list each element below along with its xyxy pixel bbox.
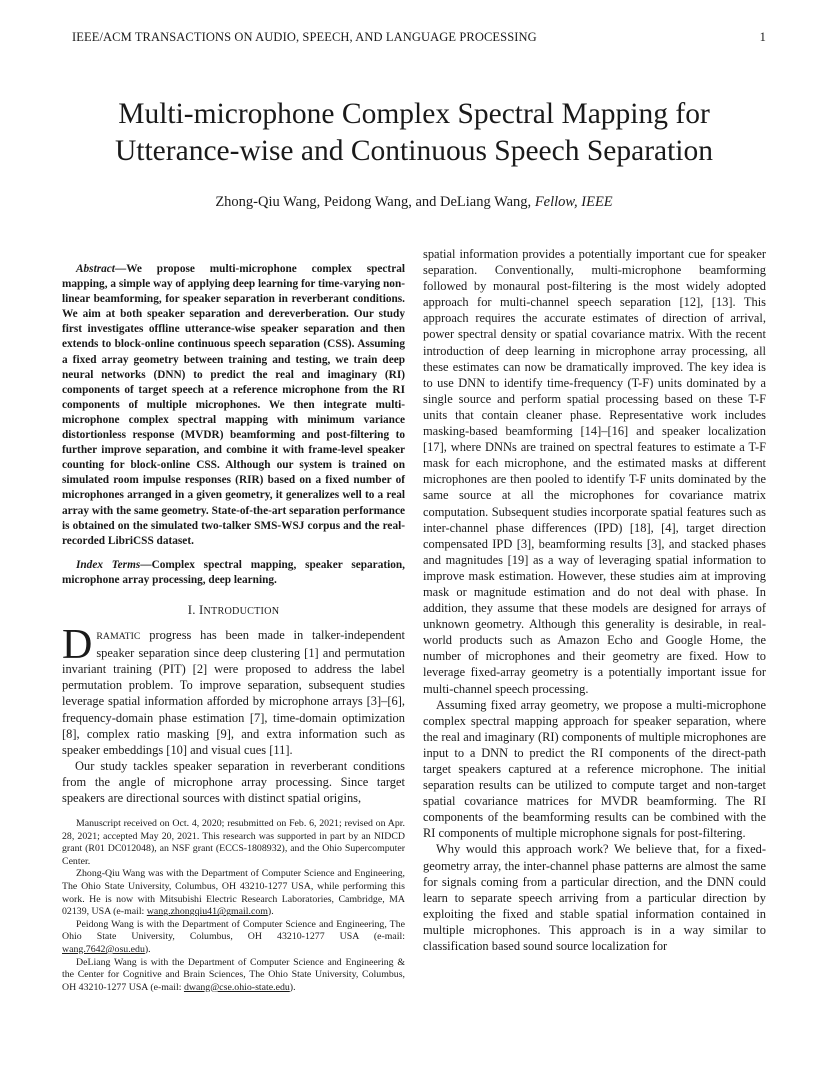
footnote-author-1-text: Zhong-Qiu Wang was with the Department of Computer Science and Engineering, The Ohio State University, Columbus, OH 43210-1277 USA, while performing this work. He is now with Mitsubishi Electric Research Laboratories, Cambridge, MA 02139, USA (e-mail:	[62, 868, 405, 918]
drop-cap: D	[62, 622, 93, 669]
running-header	[72, 30, 766, 48]
right-column	[423, 246, 766, 954]
email-link-2[interactable]: wang.7642@osu.edu	[62, 943, 145, 955]
section-title-rest: NTRODUCTION	[203, 605, 280, 617]
intro-p1-text: progress has been made in talker-independent speaker separation since deep clustering [1] and permutation invariant training (PIT) [2] were proposed to address the label permutation problem. To improve separation, subsequent studies leverage spatial information afforded by microphone arrays [3]–[6], frequency-domain phase estimation [7], time-domain optimization [8], complex ratio masking [9], and extra information such as speaker embeddings [10] and visual cues [11].	[62, 628, 405, 757]
right-paragraph-3: Why would this approach work? We believe that, for a fixed-geometry array, the inter-channel phase patterns are almost the same for signals coming from a particular direction, and the DNN could learn to separate speech arriving from a particular direction by exploiting the fixed and stable spatial information contained in multiple microphones. This approach is in a way similar to classification based sound source localization for	[423, 842, 766, 954]
author-fellow: Fellow, IEEE	[534, 194, 613, 210]
footnote-author-2	[62, 919, 405, 957]
author-names: Zhong-Qiu Wang, Peidong Wang, and DeLiang Wang,	[215, 194, 532, 210]
abstract	[62, 262, 405, 549]
email-link-3[interactable]: dwang@cse.ohio-state.edu	[183, 981, 290, 993]
footnotes	[62, 818, 405, 994]
intro-smallcaps: RAMATIC	[96, 631, 141, 643]
footnote-author-3-text: DeLiang Wang is with the Department of Computer Science and Engineering & the Center for Cognitive and Brain Sciences, The Ohio State University, Columbus, OH 43210-1277 USA (e-mail:	[62, 956, 405, 993]
title-line-1: Multi-microphone Complex Spectral Mapping for	[118, 98, 710, 130]
abstract-text: —We propose multi-microphone complex spectral mapping, a simple way of applying deep learning for time-varying non-linear beamforming, for speaker separation in reverberant conditions. We aim at both speaker separation and dereverberation. Our study first investigates offline utterance-wise speaker separation and then extends to block-online continuous speech separation (CSS). Assuming a fixed array geometry between training and testing, we train deep neural networks (DNN) to predict the real and imaginary (RI) components of target speech at a reference microphone from the RI components of multiple microphones. We then integrate multi-microphone complex spectral mapping with minimum variance distortionless response (MVDR) beamforming and post-filtering to further improve separation, and combine it with frame-level speaker counting for block-online CSS. Although our system is trained on simulated room impulse responses (RIR) based on a fixed number of microphones arranged in a given geometry, it generalizes well to a real array with the same geometry. State-of-the-art separation performance is obtained on the simulated two-talker SMS-WSJ corpus and the real-recorded LibriCSS dataset.	[62, 263, 405, 547]
page-number: 1	[759, 30, 766, 44]
author-line	[60, 194, 768, 211]
index-terms	[62, 558, 405, 588]
journal-name: IEEE/ACM TRANSACTIONS ON AUDIO, SPEECH, AND LANGUAGE PROCESSING	[72, 30, 537, 44]
footnote-author-3	[62, 957, 405, 995]
abstract-lead: Abstract	[76, 263, 115, 275]
paper-title	[60, 96, 768, 170]
index-terms-lead: Index Terms	[76, 558, 141, 571]
intro-paragraph-1	[62, 622, 405, 758]
right-paragraph-1: spatial information provides a potentially important cue for speaker separation. Conventionally, multi-microphone beamforming followed by monaural post-filtering is the most widely adopted approach for multi-channel speech separation [12], [13]. This approach requires the accurate estimates of direction of arrival, power spectral density or spatial covariance matrix. With the recent introduction of deep learning in microphone array processing, all these estimates can now be dramatically improved. The key idea is to use DNN to identify time-frequency (T-F) units dominated by a single source and perform spatial processing based on these T-F units that contain cleaner phase. Representative work includes masking-based beamforming [14]–[16] and speaker localization [17], where DNNs are trained on spectral features to estimate a T-F mask for each microphone, and the estimated masks at different microphones are then pooled to identify T-F units dominated by the same source at all the microphones for covariance matrix computation. Subsequent studies incorporate spatial features such as inter-channel phase differences (IPD) [18], [4], target direction compensated IPD [3], beamforming results [3], and stacked phases and magnitudes [19] as a way of leveraging spatial information to improve mask estimation. However, these studies aim at improving mask or magnitude estimation and do not deal with phase. In addition, they assume that these models are designed for arrays of unknown geometry. Although this generality is desirable, in real-world products such as Amazon Echo and Google Home, the number of microphones and their geometry are fixed. How to leverage fixed-array geometry is a potentially important issue for multi-channel speech processing.	[423, 247, 766, 696]
footnote-author-1	[62, 868, 405, 918]
index-terms-text: —Complex spectral mapping, speaker separation, microphone array processing, deep learning.	[62, 558, 405, 586]
footnote-manuscript: Manuscript received on Oct. 4, 2020; resubmitted on Feb. 6, 2021; revised on Apr. 28, 2021; accepted May 20, 2021. This research was supported in part by an NIDCD grant (R01 DC012048), an NSF grant (ECCS-1808932), and the Ohio Supercomputer Center.	[62, 818, 405, 867]
section-number: I.	[187, 602, 196, 617]
email-link-1[interactable]: wang.zhongqiu41@gmail.com	[146, 906, 268, 918]
section-heading-introduction	[62, 602, 405, 620]
intro-paragraph-2: Our study tackles speaker separation in reverberant conditions from the angle of microphone array processing. Since target speakers are directional sources with distinct spatial origins,	[62, 758, 405, 805]
footnote-author-1-end: ).	[267, 906, 274, 918]
footnote-author-2-text: Peidong Wang is with the Department of Computer Science and Engineering, The Ohio State University, Columbus, OH 43210-1277 USA (e-mail:	[62, 918, 405, 943]
footnote-author-3-end: ).	[289, 981, 296, 993]
section-title-first: I	[199, 602, 204, 617]
left-column	[62, 262, 405, 806]
footnote-author-2-end: ).	[144, 943, 151, 955]
right-paragraph-2: Assuming fixed array geometry, we propose a multi-microphone complex spectral mapping approach for speaker separation, where the real and imaginary (RI) components of multiple microphones are input to a DNN to predict the RI components of the direct-path target speakers captured at a reference microphone. The initial separation results can be utilized to compute target and non-target spatial covariance matrices for MVDR beamforming. The RI components of the beamforming results can be combined with the RI components of multiple microphone signals for post-filtering.	[423, 697, 766, 841]
title-line-2: Utterance-wise and Continuous Speech Separation	[114, 135, 714, 167]
